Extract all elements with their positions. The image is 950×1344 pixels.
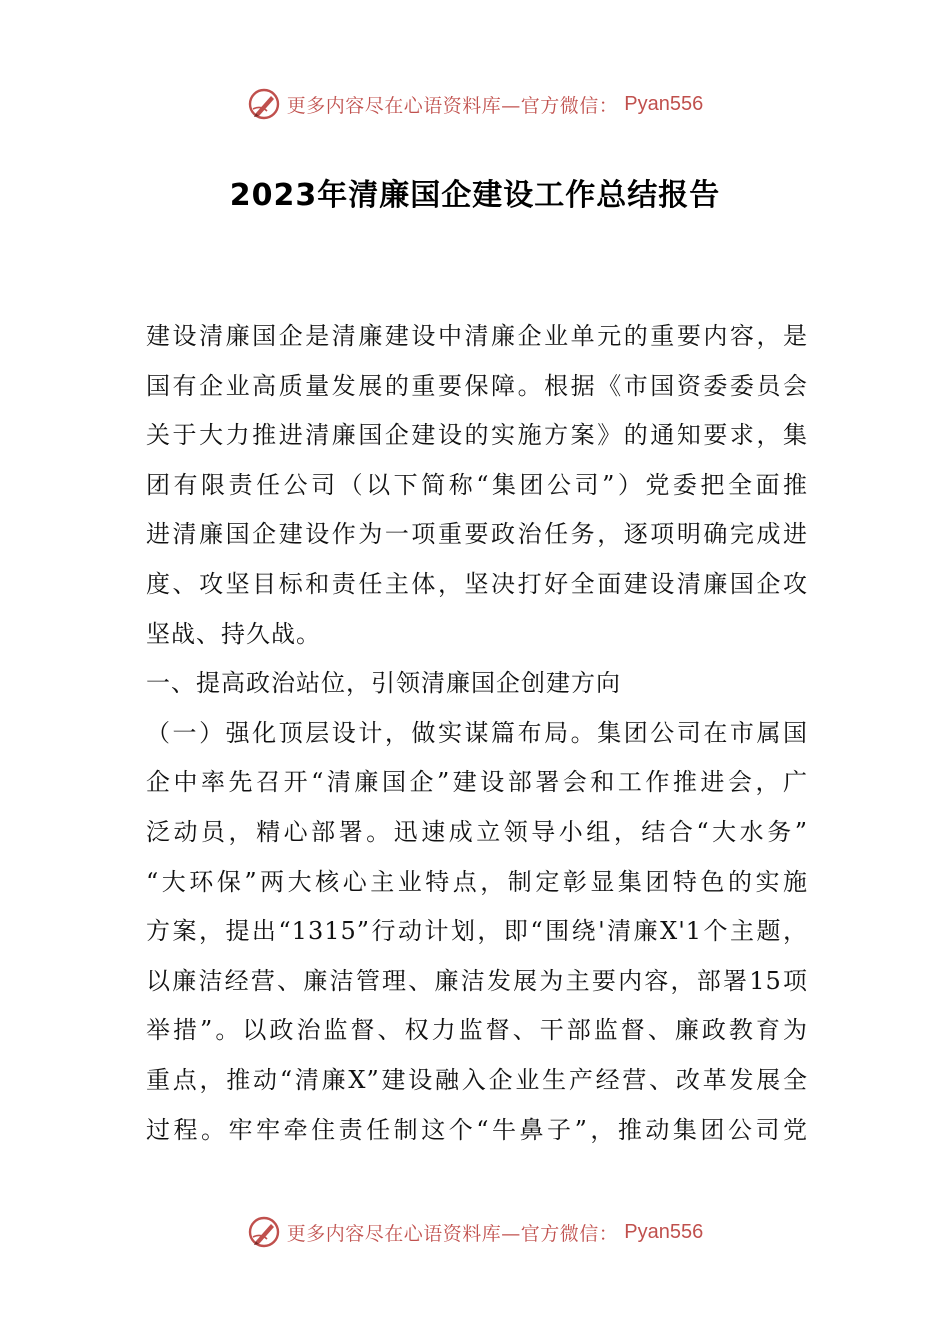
banner-text: 更多内容尽在心语资料库—官方微信：: [286, 94, 619, 117]
body-line: 泛动员，精心部署。迅速成立领导小组，结合“大水务”: [146, 817, 808, 846]
body-line: 国有企业高质量发展的重要保障。根据《市国资委委员会: [146, 371, 808, 400]
body-line: 举措”。以政治监督、权力监督、干部监督、廉政教育为: [146, 1016, 808, 1045]
header-banner: [0, 84, 950, 124]
footer-banner: [0, 1212, 950, 1252]
body-line: 方案，提出“1315”行动计划，即“围绕'清廉X'1个主题，: [146, 917, 808, 946]
body-line: 重点，推动“清廉X”建设融入企业生产经营、改革发展全: [146, 1065, 808, 1094]
document-body: [146, 312, 808, 1155]
body-line: 度、攻坚目标和责任主体，坚决打好全面建设清廉国企攻: [146, 569, 808, 598]
document-title: 2023年清廉国企建设工作总结报告: [229, 178, 721, 213]
body-line: 企中率先召开“清廉国企”建设部署会和工作推进会，广: [146, 768, 808, 797]
body-line: 过程。牢牢牵住责任制这个“牛鼻子”，推动集团公司党: [146, 1115, 808, 1144]
banner-wechat-id: Pyan556: [624, 92, 704, 115]
body-line: 团有限责任公司（以下简称“集团公司”）党委把全面推: [146, 470, 808, 499]
banner-wechat-id: Pyan556: [624, 1220, 704, 1243]
body-line: 进清廉国企建设作为一项重要政治任务，逐项明确完成进: [146, 520, 808, 549]
body-line: “大环保”两大核心主业特点，制定彰显集团特色的实施: [146, 867, 808, 896]
section-heading: 一、提高政治站位，引领清廉国企创建方向: [146, 669, 621, 698]
pen-logo-icon: [247, 1215, 281, 1249]
body-line: 以廉洁经营、廉洁管理、廉洁发展为主要内容，部署15项: [146, 966, 808, 995]
body-line: 关于大力推进清廉国企建设的实施方案》的通知要求，集: [146, 421, 808, 450]
body-line: 坚战、持久战。: [146, 619, 321, 648]
body-line: 建设清廉国企是清廉建设中清廉企业单元的重要内容，是: [146, 322, 808, 350]
banner-text: 更多内容尽在心语资料库—官方微信：: [286, 1222, 619, 1245]
pen-logo-icon: [247, 87, 281, 121]
body-line: （一）强化顶层设计，做实谋篇布局。集团公司在市属国: [146, 718, 808, 747]
